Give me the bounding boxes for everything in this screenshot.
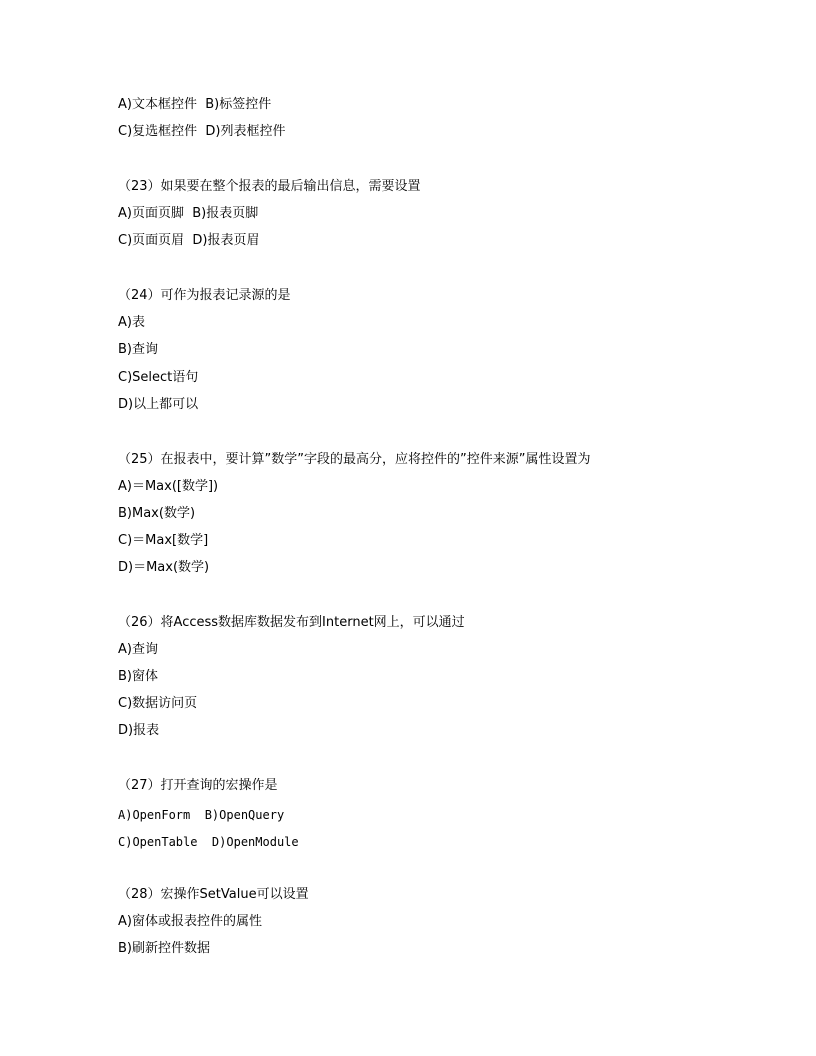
q23-options-ab: A)页面页脚 B)报表页脚 — [118, 206, 259, 221]
q28-question: （28）宏操作SetValue可以设置 — [118, 887, 309, 902]
q26-option-a: A)查询 — [118, 642, 158, 657]
q25-option-d: D)＝Max(数学) — [118, 560, 210, 575]
q27-options-cd: C)OpenTable D)OpenModule — [118, 835, 299, 849]
q25-option-a: A)＝Max([数学]) — [118, 479, 219, 494]
q23-options-cd: C)页面页眉 D)报表页眉 — [118, 233, 260, 248]
q28-option-b: B)刷新控件数据 — [118, 941, 210, 956]
q27-options-ab: A)OpenForm B)OpenQuery — [118, 808, 285, 822]
q24-option-b: B)查询 — [118, 342, 158, 357]
q22-options-cd: C)复选框控件 D)列表框控件 — [118, 124, 286, 139]
q26-option-c: C)数据访问页 — [118, 696, 198, 711]
q23-question: （23）如果要在整个报表的最后输出信息，需要设置 — [118, 179, 421, 194]
q24-option-c: C)Select语句 — [118, 370, 199, 385]
q24-option-a: A)表 — [118, 315, 145, 330]
q28-option-a: A)窗体或报表控件的属性 — [118, 914, 262, 929]
q24-option-d: D)以上都可以 — [118, 397, 199, 412]
q25-option-c: C)＝Max[数学] — [118, 533, 209, 548]
q22-options-ab: A)文本框控件 B)标签控件 — [118, 97, 272, 112]
q24-question: （24）可作为报表记录源的是 — [118, 288, 291, 303]
q27-question: （27）打开查询的宏操作是 — [118, 778, 278, 793]
q26-question: （26）将Access数据库数据发布到Internet网上，可以通过 — [118, 615, 465, 630]
q26-option-d: D)报表 — [118, 723, 160, 738]
q26-option-b: B)窗体 — [118, 669, 158, 684]
q25-option-b: B)Max(数学) — [118, 506, 196, 521]
q25-question: （25）在报表中，要计算”数学”字段的最高分，应将控件的”控件来源”属性设置为 — [118, 452, 591, 467]
